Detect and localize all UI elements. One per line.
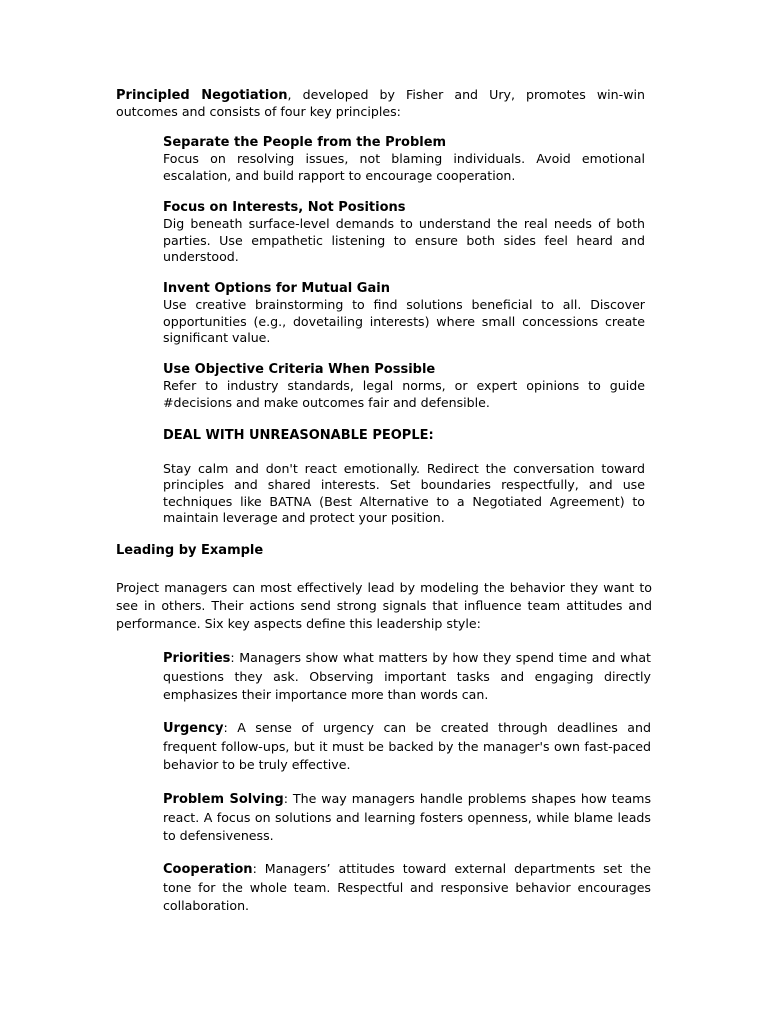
intro-text: , developed by Fisher and Ury, promotes win-win outcomes and consists of four key principles: — [116, 87, 645, 120]
aspect-text: : A sense of urgency can be created through deadlines and frequent follow-ups, but it must be backed by the manager's own fast-paced behavior to be truly effective. — [163, 720, 651, 772]
principle-text: Focus on resolving issues, not blaming individuals. Avoid emotional escalation, and build rapport to encourage cooperation. — [163, 151, 645, 183]
principle-title: Separate the People from the Problem — [163, 135, 447, 150]
principle-2 — [163, 200, 645, 266]
unreasonable-heading: DEAL WITH UNREASONABLE PEOPLE: — [163, 428, 434, 443]
unreasonable-text — [163, 461, 645, 527]
principle-title: Invent Options for Mutual Gain — [163, 281, 390, 296]
principle-text: Use creative brainstorming to find solutions beneficial to all. Discover opportunities (e.g., dovetailing interests) where small concessions create significant value. — [163, 297, 645, 346]
principle-3 — [163, 281, 645, 347]
aspect-text: : Managers show what matters by how they spend time and what questions they ask. Observing important tasks and engaging directly emphasizes their importance more than words can. — [163, 650, 651, 702]
principle-text: Dig beneath surface-level demands to understand the real needs of both parties. Use empathetic listening to ensure both sides feel heard and understood. — [163, 216, 645, 265]
leading-intro: Project managers can most effectively lead by modeling the behavior they want to see in others. Their actions send strong signals that influence team attitudes and performance. Six key aspects define this leadership style: — [116, 580, 652, 631]
unreasonable-title — [163, 428, 645, 444]
principle-1 — [163, 135, 645, 184]
aspect-term: Priorities — [163, 651, 231, 666]
aspect-term: Urgency — [163, 721, 224, 736]
principle-title: Use Objective Criteria When Possible — [163, 362, 436, 377]
aspect-text: : Managers’ attitudes toward external departments set the tone for the whole team. Respectful and responsive behavior encourages collaboration. — [163, 861, 651, 913]
aspect-term: Cooperation — [163, 862, 253, 877]
section-heading: Leading by Example — [116, 543, 264, 558]
principle-4 — [163, 362, 645, 411]
aspect-cooperation — [163, 860, 651, 915]
aspect-problem-solving — [163, 790, 651, 845]
intro-term: Principled Negotiation — [116, 88, 288, 103]
aspect-term: Problem Solving — [163, 792, 284, 807]
principle-text: Refer to industry standards, legal norms, or expert opinions to guide #decisions and make outcomes fair and defensible. — [163, 378, 645, 410]
principle-title: Focus on Interests, Not Positions — [163, 200, 406, 215]
aspect-urgency — [163, 719, 651, 774]
aspect-text: : The way managers handle problems shapes how teams react. A focus on solutions and learning fosters openness, while blame leads to defensiveness. — [163, 791, 652, 843]
aspect-priorities — [163, 649, 651, 704]
unreasonable-body: Stay calm and don't react emotionally. Redirect the conversation toward principles and shared interests. Set boundaries respectfully, and use techniques like BATNA (Best Alternative to a Negotiated Agreement) to maintain leverage and protect your position. — [163, 461, 645, 526]
intro-paragraph — [116, 87, 645, 121]
